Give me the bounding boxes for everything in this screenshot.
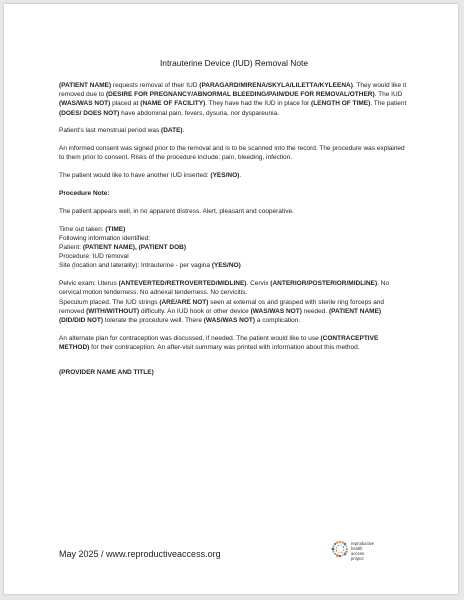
logo-dot bbox=[333, 545, 335, 547]
logo-dot bbox=[346, 545, 348, 547]
lmp-paragraph: Patient's last menstrual period was (DATE). bbox=[59, 127, 185, 135]
logo-dot bbox=[332, 551, 334, 553]
logo-dot bbox=[343, 549, 344, 550]
document-title: Intrauterine Device (IUD) Removal Note bbox=[159, 58, 308, 68]
timeout-line: Following information identified: bbox=[59, 234, 151, 242]
timeout-line: Procedure: IUD removal bbox=[59, 253, 129, 261]
logo-dot bbox=[334, 543, 336, 545]
procedure-heading: Procedure Note: bbox=[59, 189, 110, 197]
logo-dot bbox=[336, 550, 337, 551]
logo-dot bbox=[338, 545, 339, 546]
organization-logo bbox=[331, 539, 421, 569]
intro-paragraph: (PATIENT NAME) requests removal of their IUD (PARAGARD/MIRENA/SKYLA/LILETTA/KYLEENA). They would like it removed due to (DESIRE FOR PREGNANCY/ABNORMAL BLEEDING/PAIN/DUE FOR REMOVAL/OTHER). The IUD (WAS/WAS NOT) placed at (NAME OF FACILITY). They have had the IUD in place for (LENGTH OF TIME). The patient (DOES/ DOES NOT) have abdominal pain, fevers, dysuria, nor dyspareunia. bbox=[59, 81, 407, 117]
logo-dot bbox=[346, 548, 348, 550]
consent-paragraph: An informed consent was signed prior to the removal and is to be scanned into the record. The procedure was explained to them prior to consent. Risks of the procedure include: pain, bleeding, infection. bbox=[59, 145, 405, 162]
dotted-circle-logo-icon bbox=[331, 540, 349, 558]
logo-dot bbox=[332, 548, 335, 551]
logo-dot bbox=[341, 552, 342, 553]
provider-signature: (PROVIDER NAME AND TITLE) bbox=[59, 369, 154, 377]
logo-dot bbox=[345, 551, 347, 553]
logo-dot bbox=[339, 541, 341, 543]
timeout-line: Time out taken: (TIME) bbox=[59, 225, 126, 233]
logo-dot bbox=[334, 553, 336, 555]
timeout-line: Patient: (PATIENT NAME), (PATIENT DOB) bbox=[59, 244, 187, 252]
logo-dot bbox=[336, 541, 339, 544]
logo-dot bbox=[338, 552, 339, 553]
logo-dot bbox=[336, 554, 339, 557]
reinsertion-paragraph: The patient would like to have another IUD inserted: (YES/NO). bbox=[59, 171, 242, 179]
general-appearance-paragraph: The patient appears well, in no apparent distress. Alert, pleasant and cooperative. bbox=[59, 207, 294, 215]
timeout-line: Site (location and laterality): Intrauterine - per vagina (YES/NO) bbox=[59, 262, 241, 270]
timeout-block bbox=[59, 225, 409, 271]
logo-dot bbox=[339, 555, 341, 557]
logo-wordmark: reproductive health access project bbox=[351, 541, 375, 562]
logo-dot bbox=[344, 543, 347, 546]
logo-dot bbox=[342, 555, 344, 557]
logo-dot bbox=[336, 547, 337, 548]
contraception-paragraph: An alternate plan for contraception was discussed, if needed. The patient would like to use (CONTRACEPTIVE METHOD) for their contraception. An after-visit summary was printed with information about this method. bbox=[59, 334, 379, 352]
document-page bbox=[4, 4, 458, 594]
footer-text: May 2025 / www.reproductiveaccess.org bbox=[59, 549, 221, 559]
logo-dot bbox=[343, 547, 344, 548]
pelvic-exam-paragraph: Pelvic exam: Uterus (ANTEVERTED/RETROVERTED/MIDLINE). Cervix (ANTERIOR/POSTERIOR/MIDLINE). No cervical motion tenderness. No adnexal tenderness. No cervicitis. bbox=[59, 280, 390, 297]
logo-dot bbox=[342, 541, 344, 543]
logo-dot bbox=[340, 545, 341, 546]
note-body bbox=[59, 58, 409, 386]
logo-dot bbox=[344, 553, 347, 556]
speculum-paragraph: Speculum placed. The IUD strings (ARE/ARE NOT) seen at external os and grasped with sterile ring forceps and removed (WITH/WITHOUT) difficulty. An IUD hook or other device (WAS/WAS NOT) needed. (PATIENT NAME) (DID/DID NOT) tolerate the procedure well. There (WAS/WAS NOT) a complication. bbox=[59, 298, 385, 325]
